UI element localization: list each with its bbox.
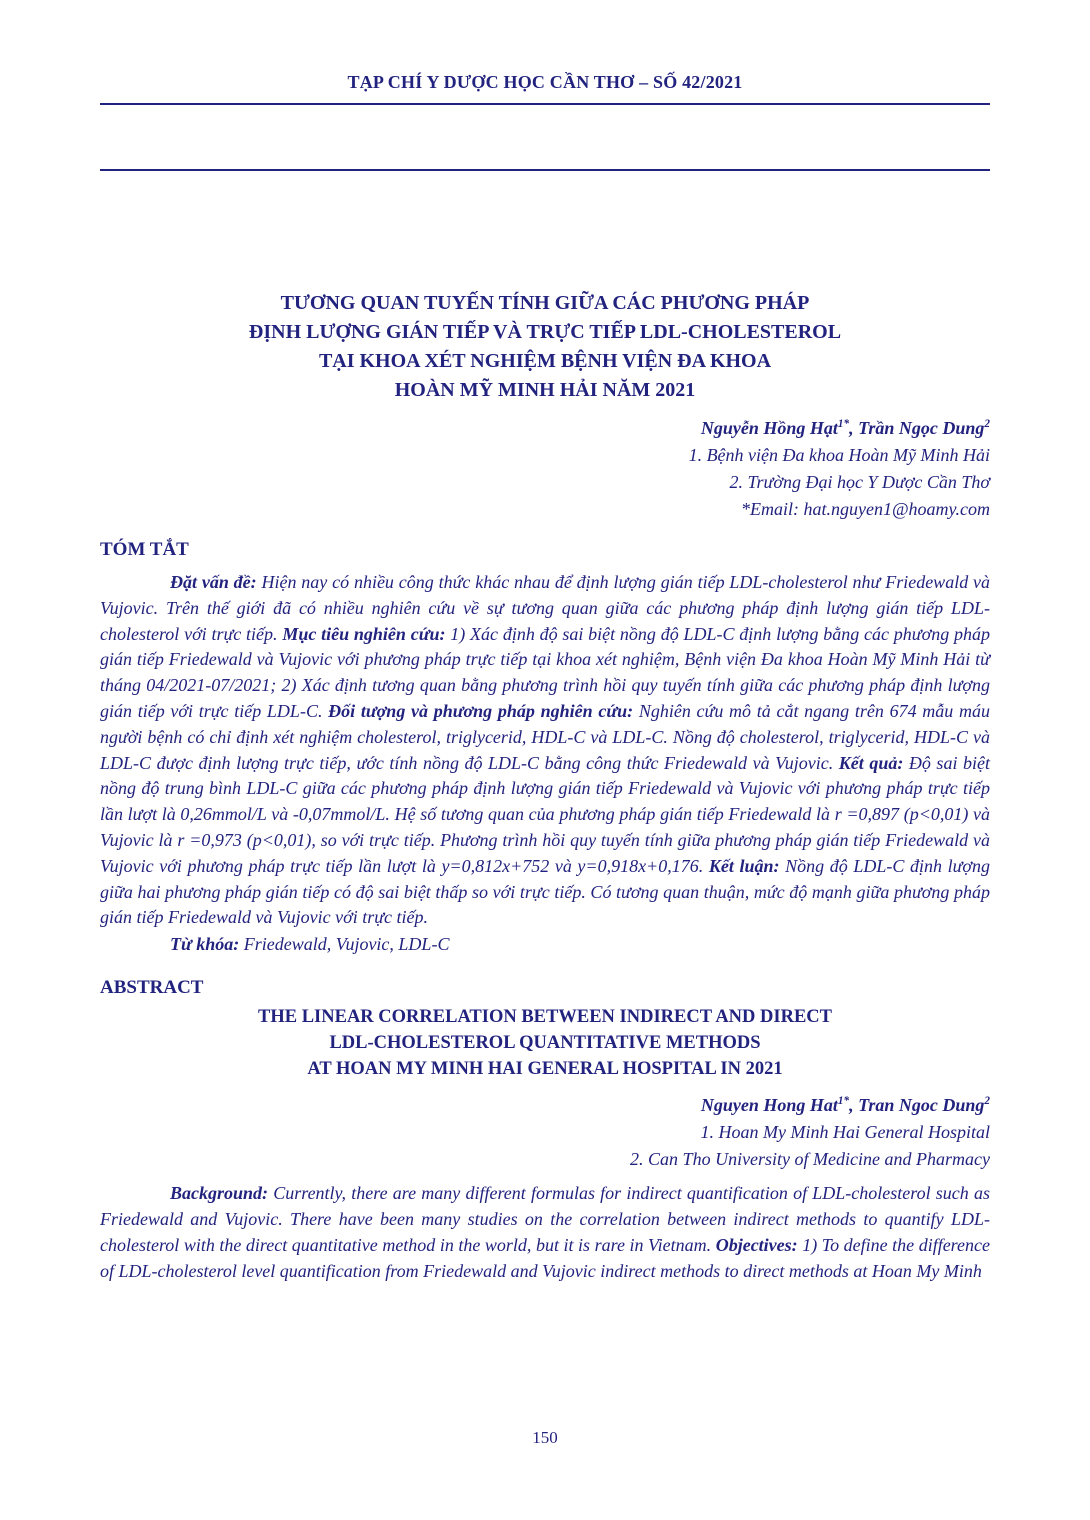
article-title-en-line: AT HOAN MY MINH HAI GENERAL HOSPITAL IN 2021 [307, 1059, 783, 1080]
article-title-vi [100, 289, 990, 405]
authors-line-vi: Nguyễn Hồng Hạt$^{1*}$, Trần Ngọc Dung$^2$ [700, 418, 990, 438]
affiliation-line-vi: 2. Trường Đại học Y Dược Cần Thơ [729, 472, 990, 492]
affiliation-line-en: 1. Hoan My Minh Hai General Hospital [700, 1122, 990, 1143]
article-title-line: TẠI KHOA XÉT NGHIỆM BỆNH VIỆN ĐA KHOA [318, 350, 772, 372]
email-line: *Email: hat.nguyen1@hoamy.com [740, 499, 990, 519]
article-title-line: HOÀN MỸ MINH HẢI NĂM 2021 [394, 379, 696, 401]
abstract-en-paragraph: Background: Currently, there are many different formulas for indirect quantification of LDL-cholesterol such as Friedewald and Vujovic. There have been many studies on the correlation between indirect methods to quantify LDL-cholesterol with the direct quantitative method in the world, but it is rare in Vietnam. Objectives: 1) To define the difference of LDL-cholesterol level quantification from Friedewald and Vujovic indirect methods to direct methods at Hoan My Minh [100, 1183, 990, 1281]
page-number: 150 [532, 1428, 558, 1447]
article-title-line: ĐỊNH LƯỢNG GIÁN TIẾP VÀ TRỰC TIẾP LDL-CHOLESTEROL [248, 321, 842, 343]
abstract-vi-paragraph: Đặt vấn đề: Hiện nay có nhiều công thức khác nhau để định lượng gián tiếp LDL-cholesterol như Friedewald và Vujovic. Trên thế giới đã có nhiều nghiên cứu về sự tương quan giữa các phương pháp định lượng gián tiếp LDL-cholesterol với trực tiếp. Mục tiêu nghiên cứu: 1) Xác định độ sai biệt nồng độ LDL-C định lượng bằng các phương pháp gián tiếp Friedewald và Vujovic với phương pháp trực tiếp tại khoa xét nghiệm, Bệnh viện Đa khoa Hoàn Mỹ Minh Hải từ tháng 04/2021-07/2021; 2) Xác định tương quan bằng phương trình hồi quy tuyến tính giữa các phương pháp định lượng gián tiếp với trực tiếp LDL-C. Đối tượng và phương pháp nghiên cứu: Nghiên cứu mô tả cắt ngang trên 674 mẫu máu người bệnh có chỉ định xét nghiệm cholesterol, triglycerid, HDL-C và LDL-C. Nồng độ cholesterol, triglycerid, HDL-C và LDL-C được định lượng trực tiếp, ước tính nồng độ LDL-C bằng công thức Friedewald và Vujovic. Kết quả: Độ sai biệt nồng độ trung bình LDL-C giữa các phương pháp định lượng gián tiếp Friedewald và Vujovic với phương pháp trực tiếp lần lượt là 0,26mmol/L và -0,07mmol/L. Hệ số tương quan của phương pháp gián tiếp Friedewald là r =0,897 (p<0,01) và Vujovic là r =0,973 (p<0,01), so với trực tiếp. Phương trình hồi quy tuyến tính giữa phương pháp gián tiếp Friedewald và Vujovic với phương pháp trực tiếp lần lượt là y=0,812x+752 và y=0,918x+0,176. Kết luận: Nồng độ LDL-C định lượng giữa hai phương pháp gián tiếp có độ sai biệt thấp so với trực tiếp. Có tương quan thuận, mức độ mạnh giữa phương pháp gián tiếp Friedewald và Vujovic với trực tiếp. [100, 572, 991, 928]
article-title-en [100, 1004, 990, 1082]
keywords-line: Từ khóa: Friedewald, Vujovic, LDL-C [170, 934, 450, 955]
separator-rule [100, 169, 990, 171]
affiliation-line-vi: 1. Bệnh viện Đa khoa Hoàn Mỹ Minh Hải [688, 445, 990, 465]
section-heading-tom-tat: TÓM TẮT [100, 539, 189, 560]
article-title-en-line: LDL-CHOLESTEROL QUANTITATIVE METHODS [329, 1033, 761, 1054]
header-rule [100, 103, 990, 105]
section-heading-abstract: ABSTRACT [100, 977, 204, 999]
journal-header: TẠP CHÍ Y DƯỢC HỌC CẦN THƠ – SỐ 42/2021 [347, 72, 743, 92]
authors-line-en: Nguyen Hong Hat$^{1*}$, Tran Ngoc Dung$^2$ [700, 1095, 990, 1116]
affiliation-line-en: 2. Can Tho University of Medicine and Pharmacy [630, 1149, 990, 1170]
article-title-en-line: THE LINEAR CORRELATION BETWEEN INDIRECT AND DIRECT [258, 1007, 832, 1028]
article-title-line: TƯƠNG QUAN TUYẾN TÍNH GIỮA CÁC PHƯƠNG PHÁP [280, 292, 810, 314]
